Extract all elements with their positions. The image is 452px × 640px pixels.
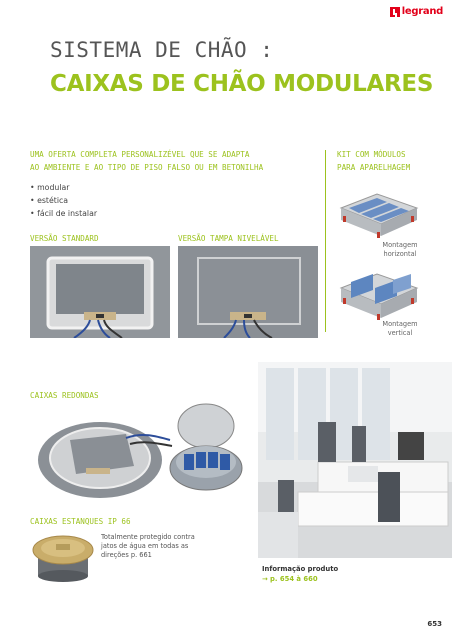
page-number: 653	[427, 620, 442, 628]
ip66-note	[101, 533, 195, 560]
intro-line2: AO AMBIENTE E AO TIPO DE PISO FALSO OU EM BETONILHA	[30, 163, 264, 172]
kit-horizontal-caption-line1: Montagem	[382, 241, 418, 249]
kit-vertical-image	[337, 268, 419, 324]
page-title-line2: CAIXAS DE CHÃO MODULARES	[50, 71, 434, 97]
kit-heading-line1: KIT COM MÓDULOS	[337, 150, 406, 159]
feature-item: • estética	[30, 194, 97, 207]
version-standard-heading: VERSÃO STANDARD	[30, 234, 99, 243]
round-boxes-image	[30, 402, 250, 504]
intro-text	[30, 148, 263, 174]
kit-horizontal-caption-line2: horizontal	[383, 250, 417, 258]
legrand-logo-text: legrand	[401, 6, 443, 17]
kit-heading	[337, 148, 410, 174]
ip66-note-line1: Totalmente protegido contra	[101, 533, 195, 541]
kit-heading-line2: PARA APARELHAGEM	[337, 163, 411, 172]
kit-vertical-caption	[370, 320, 430, 338]
feature-item: • modular	[30, 181, 97, 194]
product-info-link[interactable]: → p. 654 à 660	[262, 575, 318, 583]
kit-vertical-caption-line2: vertical	[387, 329, 413, 337]
kit-vertical-caption-line1: Montagem	[382, 320, 418, 328]
ip66-note-line3: direções p. 661	[101, 551, 152, 559]
standard-floor-box-image	[30, 246, 170, 338]
ip66-note-line2: jatos de água em todas as	[101, 542, 189, 550]
feature-item: • fácil de instalar	[30, 207, 97, 220]
round-boxes-heading: CAIXAS REDONDAS	[30, 391, 99, 400]
product-info-label: Informação produto	[262, 565, 339, 573]
kit-horizontal-image	[337, 188, 419, 242]
intro-line1: UMA OFERTA COMPLETA PERSONALIZÉVEL QUE SE ADAPTA	[30, 150, 250, 159]
column-divider	[325, 150, 326, 332]
kit-horizontal-caption	[370, 241, 430, 259]
legrand-logo	[390, 6, 443, 17]
legrand-logo-mark	[390, 7, 400, 17]
ip66-heading: CAIXAS ESTANQUES IP 66	[30, 517, 131, 526]
page-title-line1: SISTEMA DE CHÃO :	[50, 38, 274, 62]
ip66-box-image	[30, 530, 96, 582]
nivelavel-floor-box-image	[178, 246, 318, 338]
feature-list	[30, 181, 97, 220]
office-photo	[258, 362, 452, 558]
version-nivelavel-heading: VERSÃO TAMPA NIVELÁVEL	[178, 234, 279, 243]
